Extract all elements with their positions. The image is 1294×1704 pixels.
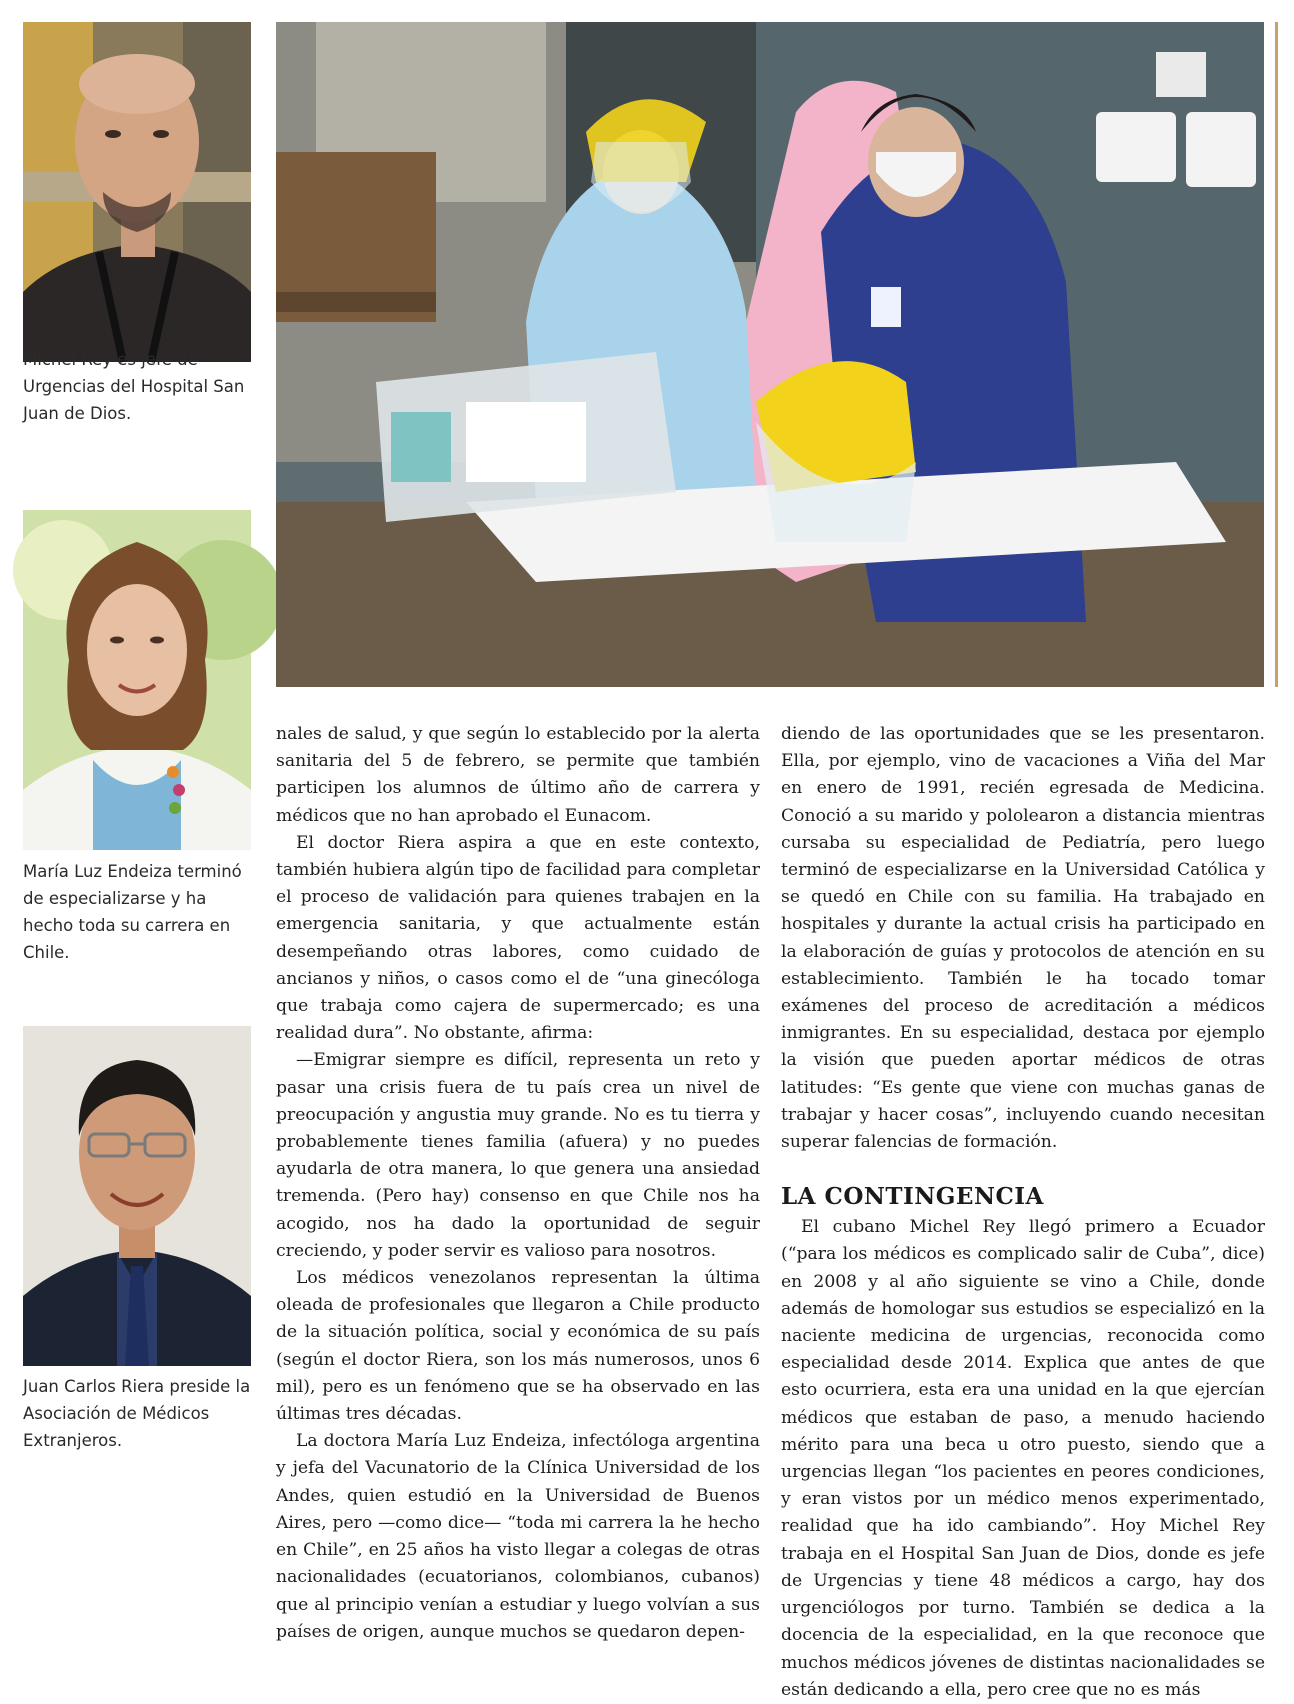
portrait-michel-rey-image: [23, 22, 251, 362]
section-heading: LA CONTINGENCIA: [781, 1183, 1044, 1211]
caption-juan-carlos-riera: Juan Carlos Riera preside la Asociación de Médicos Extranjeros.: [23, 1377, 251, 1450]
portrait-juan-carlos-riera-image: [23, 1026, 251, 1366]
main-photo-medical-staff: [276, 22, 1264, 687]
caption-michel-rey: Michel Rey es jefe de Urgencias del Hospital San Juan de Dios.: [23, 350, 245, 423]
portrait-michel-rey: [23, 22, 251, 362]
article-column-right: [781, 721, 1265, 1700]
paragraph: La doctora María Luz Endeiza, infectóloga argentina y jefa del Vacunatorio de la Clínica Universidad de los Andes, quien estudió en la Universidad de Buenos Aires, pero —como dice— “toda mi carrera la he hecho en Chile”, en 25 años ha visto llegar a colegas de otras nacionalidades (ecuatorianos, colombianos, cubanos) que al principio venían a estudiar y luego volvían a sus países de origen, aunque muchos se quedaron depen-: [276, 1431, 760, 1642]
article-column-left: [276, 721, 760, 1651]
adjacent-page-edge: [1275, 22, 1278, 687]
paragraph: nales de salud, y que según lo establecido por la alerta sanitaria del 5 de febrero, se permite que también participen los alumnos de último año de carrera y médicos que no han aprobado el Eunacom.: [276, 724, 760, 826]
portrait-maria-luz-endeiza-image: [23, 510, 251, 850]
paragraph: El doctor Riera aspira a que en este contexto, también hubiera algún tipo de facilidad para completar el proceso de validación para quienes trabajen en la emergencia sanitaria, y que actualmente están desempeñando otras labores, como cuidado de ancianos y niños, o casos como el de “una ginecóloga que trabaja como cajera de supermercado; es una realidad dura”. No obstante, afirma:: [276, 832, 760, 1044]
paragraph: diendo de las oportunidades que se les presentaron. Ella, por ejemplo, vino de vacaciones a Viña del Mar en enero de 1991, recién egresada de Medicina. Conoció a su marido y pololearon a distancia mientras cursaba su especialidad de Pediatría, pero luego terminó de especializarse en la Universidad Católica y se quedó en Chile con su familia. Ha trabajado en hospitales y durante la actual crisis ha participado en la elaboración de guías y protocolos de atención en su establecimiento. También le ha tocado tomar exámenes del proceso de acreditación a médicos inmigrantes. En su especialidad, destaca por ejemplo la visión que pueden aportar médicos de otras latitudes: “Es gente que viene con muchas ganas de trabajar y hacer cosas”, incluyendo cuando necesitan superar falencias de formación.: [781, 724, 1265, 1153]
portrait-maria-luz-endeiza: [23, 510, 251, 850]
paragraph: El cubano Michel Rey llegó primero a Ecuador (“para los médicos es complicado salir de Cuba”, dice) en 2008 y al año siguiente se vino a Chile, donde además de homologar sus estudios se especializó en la naciente medicina de urgencias, reconocida como especialidad desde 2014. Explica que antes de que esto ocurriera, esta era una unidad en la que ejercían médicos que estaban de paso, a menudo haciendo mérito para una beca u otro puesto, siendo que a urgencias llegan “los pacientes en peores condiciones, y eran vistos por un médico menos experimentado, realidad que ha ido cambiando”. Hoy Michel Rey trabaja en el Hospital San Juan de Dios, donde es jefe de Urgencias y tiene 48 médicos a cargo, hay dos urgenciólogos por turno. También se dedica a la docencia de la especialidad, en la que reconoce que muchos médicos jóvenes de distintas nacionalidades se están dedicando a ella, pero cree que no es más: [781, 1217, 1265, 1700]
paragraph: Los médicos venezolanos representan la última oleada de profesionales que llegaron a Chile producto de la situación política, social y económica de su país (según el doctor Riera, son los más numerosos, unos 6 mil), pero es un fenómeno que se ha observado en las últimas tres décadas.: [276, 1268, 760, 1425]
main-photo-medical-staff-image: [276, 22, 1264, 687]
paragraph: —Emigrar siempre es difícil, representa un reto y pasar una crisis fuera de tu país crea un nivel de preocupación y angustia muy grande. No es tu tierra y probablemente tienes familia (afuera) y no puedes ayudarla de otra manera, lo que genera una ansiedad tremenda. (Pero hay) consenso en que Chile nos ha acogido, nos ha dado la oportunidad de seguir creciendo, y poder servir es valioso para nosotros.: [276, 1050, 760, 1261]
portrait-juan-carlos-riera: [23, 1026, 251, 1366]
caption-maria-luz-endeiza: María Luz Endeiza terminó de especializarse y ha hecho toda su carrera en Chile.: [23, 862, 242, 962]
